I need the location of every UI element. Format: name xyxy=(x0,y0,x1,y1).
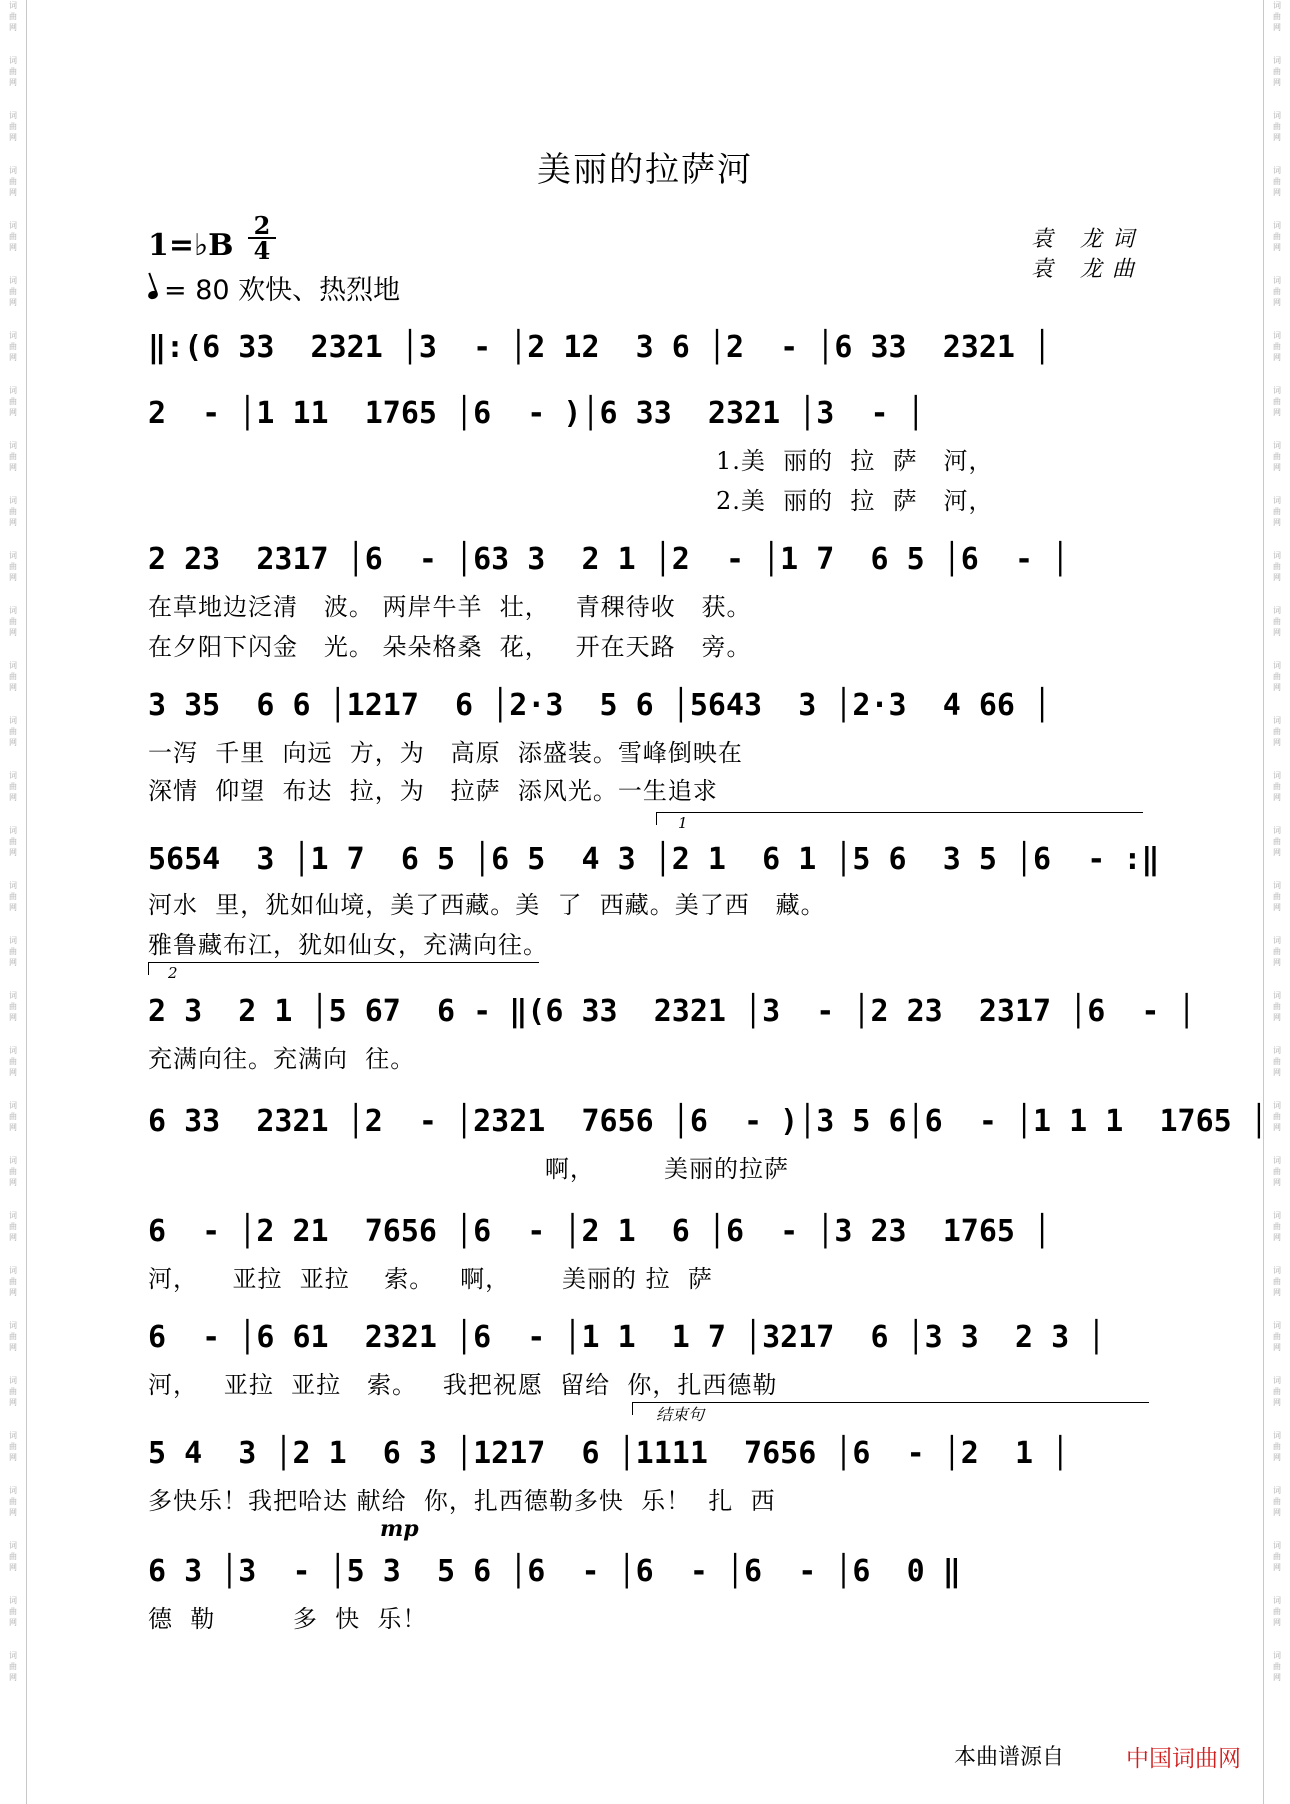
quarter-note-icon xyxy=(147,290,159,301)
watermark-text: 词 曲 网 xyxy=(9,881,17,912)
meter-top: 2 xyxy=(253,211,271,240)
lyric-verse-2: 雅鲁藏布江，犹如仙女，充满向往。 xyxy=(148,931,548,959)
site-link[interactable]: 中国词曲网 xyxy=(1126,1746,1241,1772)
ending-phrase-bracket xyxy=(632,1402,1149,1415)
watermark-text: 词 曲 网 xyxy=(9,1376,17,1407)
meter-bottom: 4 xyxy=(248,237,276,262)
watermark-text: 词 曲 网 xyxy=(9,1211,17,1242)
ending-phrase-label: 结束句 xyxy=(656,1405,705,1424)
music-notes: 2 23 2317 │6 - │63 3 2 1 │2 - │1 7 6 5 │6 - │ xyxy=(148,542,1070,577)
watermark-text: 词 曲 网 xyxy=(9,1,17,32)
music-line-4 xyxy=(148,686,1148,726)
watermark-text: 词 曲 网 xyxy=(9,1486,17,1517)
watermark-text: 词 曲 网 xyxy=(9,1651,17,1682)
lyric-line: 德 勒 多 快 乐！ xyxy=(148,1605,428,1633)
music-notes: 5 4 3 │2 1 6 3 │1217 6 │1111 7656 │6 - │2 1 │ xyxy=(148,1436,1070,1471)
watermark-text: 词 曲 网 xyxy=(1273,661,1281,692)
watermark-text: 词 曲 网 xyxy=(9,166,17,197)
music-line-6 xyxy=(148,992,1196,1032)
watermark-text: 词 曲 网 xyxy=(9,551,17,582)
watermark-text: 词 曲 网 xyxy=(9,1266,17,1297)
watermark-text: 词 曲 网 xyxy=(1273,441,1281,472)
watermark-text: 词 曲 网 xyxy=(1273,496,1281,527)
music-notes: 5654 3 │1 7 6 5 │6 5 4 3 │2 1 6 1 │5 6 3 5 │6 - :‖ xyxy=(148,842,1160,877)
watermark-text: 词 曲 网 xyxy=(9,1431,17,1462)
watermark-text: 词 曲 网 xyxy=(1273,1101,1281,1132)
watermark-text: 词 曲 网 xyxy=(9,1156,17,1187)
watermark-text: 词 曲 网 xyxy=(9,1596,17,1627)
music-line-11 xyxy=(148,1552,1148,1592)
watermark-text: 词 曲 网 xyxy=(1273,1266,1281,1297)
music-notes: 6 - │2 21 7656 │6 - │2 1 6 │6 - │3 23 1765 │ xyxy=(148,1214,1052,1249)
watermark-text: 词 曲 网 xyxy=(9,56,17,87)
tempo-marking xyxy=(148,268,400,307)
watermark-text: 词 曲 网 xyxy=(1273,881,1281,912)
first-ending-label: 1 xyxy=(678,814,689,832)
watermark-text: 词 曲 网 xyxy=(9,661,17,692)
watermark-text: 词 曲 网 xyxy=(1273,276,1281,307)
watermark-text: 词 曲 网 xyxy=(9,276,17,307)
watermark-text: 词 曲 网 xyxy=(9,221,17,252)
watermark-text: 词 曲 网 xyxy=(9,826,17,857)
watermark-text: 词 曲 网 xyxy=(9,1046,17,1077)
watermark-text: 词 曲 网 xyxy=(1273,606,1281,637)
watermark-text: 词 曲 网 xyxy=(1273,991,1281,1022)
music-line-8 xyxy=(148,1212,1148,1252)
watermark-text: 词 曲 网 xyxy=(1273,936,1281,967)
watermark-text: 词 曲 网 xyxy=(9,496,17,527)
watermark-text: 词 曲 网 xyxy=(1273,166,1281,197)
watermark-text: 词 曲 网 xyxy=(1273,56,1281,87)
time-signature xyxy=(248,211,276,265)
watermark-text: 词 曲 网 xyxy=(1273,1541,1281,1572)
watermark-text: 词 曲 网 xyxy=(9,1541,17,1572)
watermark-text: 词 曲 网 xyxy=(9,111,17,142)
watermark-text: 词 曲 网 xyxy=(1273,826,1281,857)
watermark-text: 词 曲 网 xyxy=(1273,1046,1281,1077)
music-line-3 xyxy=(148,540,1148,580)
second-ending-label: 2 xyxy=(168,964,179,982)
watermark-text: 词 曲 网 xyxy=(9,606,17,637)
right-watermark-strip xyxy=(1263,0,1290,1804)
music-line-7 xyxy=(148,1102,1268,1142)
lyric-verse-1: 1.美 丽的 拉 萨 河， xyxy=(716,447,994,475)
lyric-line: 多快乐！我把哈达 献给 你，扎西德勒多快 乐！ 扎 西 xyxy=(148,1487,776,1515)
music-line-1 xyxy=(148,328,1148,368)
watermark-text: 词 曲 网 xyxy=(1273,1321,1281,1352)
watermark-text: 词 曲 网 xyxy=(1273,1,1281,32)
first-ending-bracket xyxy=(656,812,1143,825)
watermark-text: 词 曲 网 xyxy=(9,716,17,747)
watermark-text: 词 曲 网 xyxy=(9,441,17,472)
watermark-text: 词 曲 网 xyxy=(1273,716,1281,747)
tempo-text: = 80 欢快、热烈地 xyxy=(164,275,401,306)
music-notes: 3 35 6 6 │1217 6 │2·3 5 6 │5643 3 │2·3 4 66 │ xyxy=(148,688,1052,723)
watermark-text: 词 曲 网 xyxy=(9,331,17,362)
lyric-line: 充满向往。充满向 往。 xyxy=(148,1045,416,1073)
lyric-line: 河， 亚拉 亚拉 索。 啊， 美丽的 拉 萨 xyxy=(148,1265,713,1293)
lyric-verse-2: 在夕阳下闪金 光。 朵朵格桑 花， 开在天路 旁。 xyxy=(148,633,752,661)
watermark-text: 词 曲 网 xyxy=(1273,1431,1281,1462)
music-notes: 6 - │6 61 2321 │6 - │1 1 1 7 │3217 6 │3 3 2 3 │ xyxy=(148,1320,1106,1355)
watermark-text: 词 曲 网 xyxy=(1273,331,1281,362)
music-line-5 xyxy=(148,840,1160,880)
music-notes: 6 3 │3 - │5 3 5 6 │6 - │6 - │6 - │6 0 ‖ xyxy=(148,1554,961,1589)
lyric-verse-2: 2.美 丽的 拉 萨 河， xyxy=(716,487,994,515)
watermark-text: 词 曲 网 xyxy=(9,386,17,417)
music-notes: ‖:(6 33 2321 │3 - │2 12 3 6 │2 - │6 33 2321 │ xyxy=(148,330,1052,365)
music-line-9 xyxy=(148,1318,1148,1358)
watermark-text: 词 曲 网 xyxy=(1273,1486,1281,1517)
lyric-verse-2: 深情 仰望 布达 拉，为 拉萨 添风光。一生追求 xyxy=(148,777,718,805)
dynamic-marking: mp xyxy=(380,1516,419,1542)
music-notes: 2 - │1 11 1765 │6 - )│6 33 2321 │3 - │ xyxy=(148,396,925,431)
watermark-text: 词 曲 网 xyxy=(1273,1596,1281,1627)
watermark-text: 词 曲 网 xyxy=(9,1321,17,1352)
watermark-text: 词 曲 网 xyxy=(1273,1651,1281,1682)
lyric-line: 河， 亚拉 亚拉 索。 我把祝愿 留给 你，扎西德勒 xyxy=(148,1371,778,1399)
watermark-text: 词 曲 网 xyxy=(9,991,17,1022)
second-ending-bracket xyxy=(148,962,539,975)
source-label: 本曲谱源自 xyxy=(954,1745,1065,1770)
watermark-text: 词 曲 网 xyxy=(9,1101,17,1132)
lyric-verse-1: 在草地边泛清 波。 两岸牛羊 壮， 青稞待收 获。 xyxy=(148,593,752,621)
composer-credit: 袁 龙曲 xyxy=(1031,257,1144,282)
watermark-text: 词 曲 网 xyxy=(1273,1156,1281,1187)
watermark-text: 词 曲 网 xyxy=(1273,1376,1281,1407)
lyricist-credit: 袁 龙词 xyxy=(1031,227,1144,252)
music-line-2 xyxy=(148,394,1148,434)
watermark-text: 词 曲 网 xyxy=(1273,386,1281,417)
watermark-text: 词 曲 网 xyxy=(1273,111,1281,142)
watermark-text: 词 曲 网 xyxy=(9,936,17,967)
watermark-text: 词 曲 网 xyxy=(9,771,17,802)
watermark-text: 词 曲 网 xyxy=(1273,1211,1281,1242)
watermark-text: 词 曲 网 xyxy=(1273,771,1281,802)
music-notes: 2 3 2 1 │5 67 6 - ‖(6 33 2321 │3 - │2 23 2317 │6 - │ xyxy=(148,994,1196,1029)
key-signature: 1=♭B xyxy=(148,228,234,263)
song-title: 美丽的拉萨河 xyxy=(537,150,753,190)
watermark-text: 词 曲 网 xyxy=(1273,221,1281,252)
lyric-verse-1: 一泻 千里 向远 方，为 高原 添盛装。雪峰倒映在 xyxy=(148,739,743,767)
left-watermark-strip xyxy=(0,0,27,1804)
lyric-line: 啊， 美丽的拉萨 xyxy=(148,1155,789,1183)
watermark-text: 词 曲 网 xyxy=(1273,551,1281,582)
music-line-10 xyxy=(148,1434,1148,1474)
music-notes: 6 33 2321 │2 - │2321 7656 │6 - )│3 5 6│6 - │1 1 1 1765 │ xyxy=(148,1104,1268,1139)
lyric-verse-1: 河水 里，犹如仙境，美了西藏。美 了 西藏。美了西 藏。 xyxy=(148,891,826,919)
